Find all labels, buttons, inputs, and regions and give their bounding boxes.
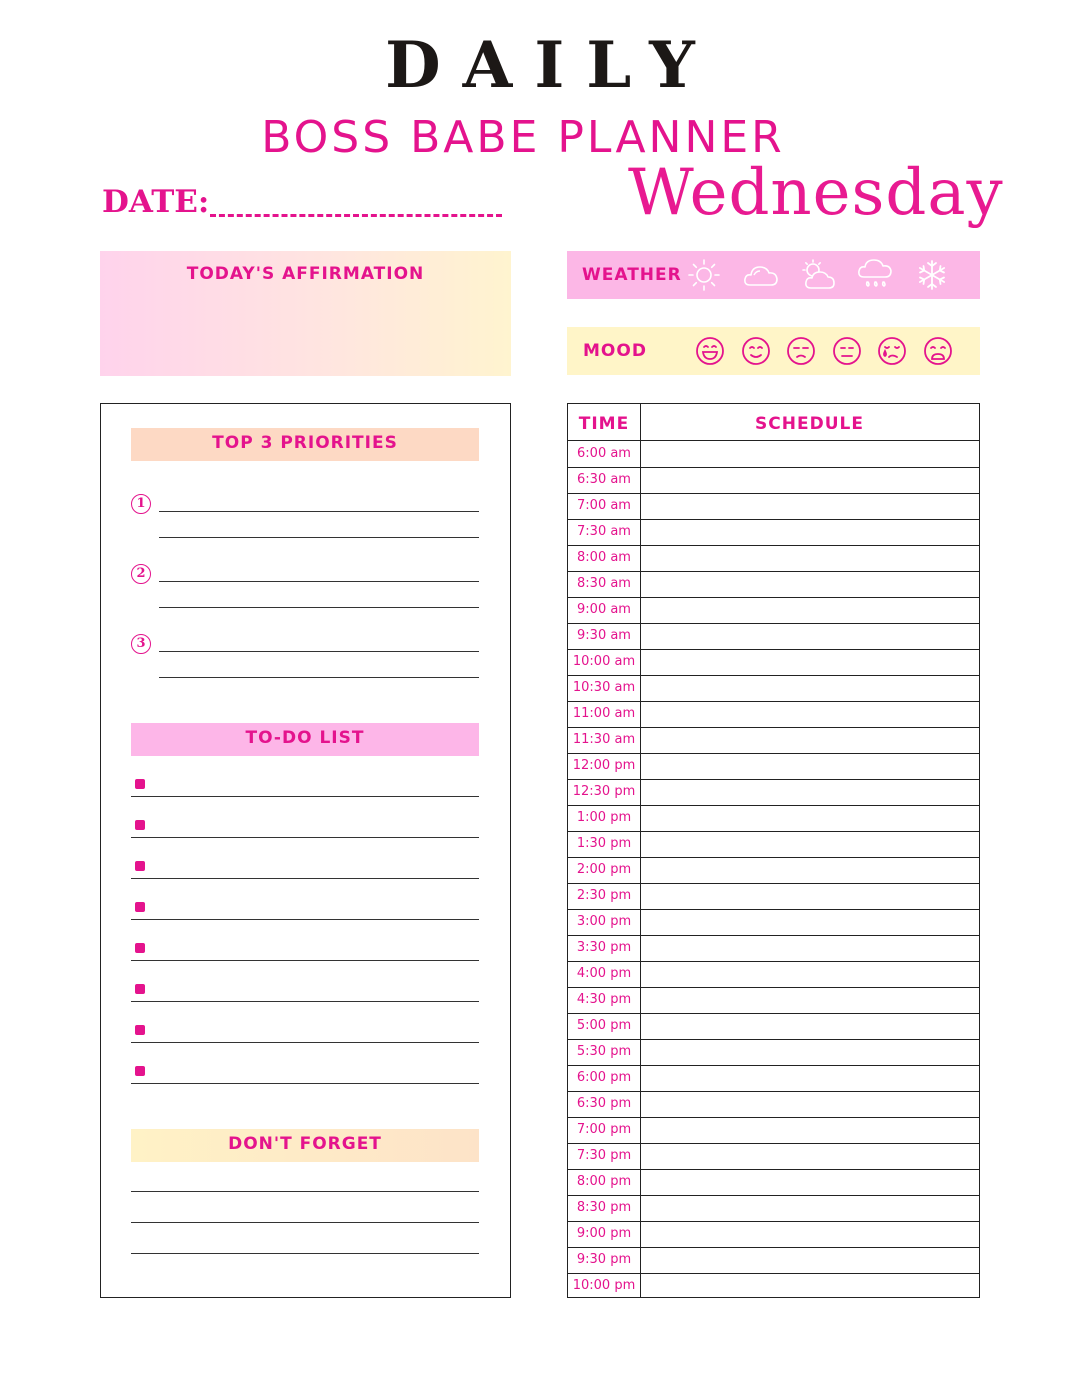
schedule-slot[interactable] xyxy=(642,442,979,466)
schedule-slot[interactable] xyxy=(642,858,979,882)
smiling-face-icon[interactable] xyxy=(739,334,773,368)
schedule-time-label: 7:30 pm xyxy=(576,1148,632,1163)
priority-number-2: 2 xyxy=(131,564,151,584)
mood-icons xyxy=(693,334,966,368)
mood-label: MOOD xyxy=(583,341,647,361)
schedule-time-label: 11:30 am xyxy=(572,732,636,747)
schedule-time-label: 1:00 pm xyxy=(576,810,632,825)
schedule-slot[interactable] xyxy=(642,780,979,804)
time-column-header: TIME xyxy=(578,414,630,434)
schedule-time-label: 12:30 pm xyxy=(572,784,636,799)
schedule-slot[interactable] xyxy=(642,1274,979,1298)
schedule-slot[interactable] xyxy=(642,728,979,752)
schedule-slot[interactable] xyxy=(642,1040,979,1064)
weather-label: WEATHER xyxy=(582,265,682,285)
todo-line[interactable] xyxy=(131,1001,479,1002)
priority-line[interactable] xyxy=(159,511,479,512)
todo-checkbox[interactable] xyxy=(135,1025,145,1035)
neutral-face-icon[interactable] xyxy=(830,334,864,368)
schedule-time-label: 10:30 am xyxy=(572,680,636,695)
priority-line[interactable] xyxy=(159,537,479,538)
schedule-table xyxy=(567,403,980,1298)
todo-line[interactable] xyxy=(131,796,479,797)
schedule-slot[interactable] xyxy=(642,754,979,778)
affirmation-box[interactable] xyxy=(100,251,511,376)
schedule-time-label: 2:30 pm xyxy=(576,888,632,903)
left-panel xyxy=(100,403,511,1298)
schedule-slot[interactable] xyxy=(642,1196,979,1220)
priorities-header: TOP 3 PRIORITIES xyxy=(131,428,479,461)
schedule-time-label: 4:30 pm xyxy=(576,992,632,1007)
dont-forget-line[interactable] xyxy=(131,1253,479,1254)
schedule-slot[interactable] xyxy=(642,1118,979,1142)
grinning-face-icon[interactable] xyxy=(693,334,727,368)
schedule-time-label: 7:00 am xyxy=(577,498,631,513)
schedule-slot[interactable] xyxy=(642,962,979,986)
todo-header: TO-DO LIST xyxy=(131,723,479,756)
schedule-slot[interactable] xyxy=(642,676,979,700)
todo-line[interactable] xyxy=(131,1083,479,1084)
schedule-slot[interactable] xyxy=(642,494,979,518)
schedule-time-label: 7:30 am xyxy=(577,524,631,539)
date-label: DATE: xyxy=(102,184,210,220)
schedule-slot[interactable] xyxy=(642,1248,979,1272)
schedule-slot[interactable] xyxy=(642,598,979,622)
unamused-face-icon[interactable] xyxy=(784,334,818,368)
todo-line[interactable] xyxy=(131,837,479,838)
schedule-slot[interactable] xyxy=(642,702,979,726)
snowflake-icon[interactable] xyxy=(913,256,951,294)
todo-checkbox[interactable] xyxy=(135,902,145,912)
priority-line[interactable] xyxy=(159,607,479,608)
mood-box xyxy=(567,327,980,375)
affirmation-label: TODAY'S AFFIRMATION xyxy=(186,264,425,284)
schedule-slot[interactable] xyxy=(642,1014,979,1038)
day-name: Wednesday xyxy=(628,156,1004,230)
todo-checkbox[interactable] xyxy=(135,820,145,830)
schedule-time-label: 8:00 pm xyxy=(576,1174,632,1189)
crying-face-icon[interactable] xyxy=(875,334,909,368)
schedule-time-label: 9:00 pm xyxy=(576,1226,632,1241)
schedule-time-label: 5:00 pm xyxy=(576,1018,632,1033)
schedule-time-label: 5:30 pm xyxy=(576,1044,632,1059)
planner-title: DAILY xyxy=(385,28,717,103)
schedule-header-row xyxy=(568,404,979,441)
schedule-slot[interactable] xyxy=(642,1144,979,1168)
todo-checkbox[interactable] xyxy=(135,861,145,871)
weather-icons xyxy=(685,256,970,294)
sun-icon[interactable] xyxy=(685,256,723,294)
schedule-time-label: 8:30 pm xyxy=(576,1200,632,1215)
schedule-time-label: 3:30 pm xyxy=(576,940,632,955)
sad-face-icon[interactable] xyxy=(921,334,955,368)
schedule-slot[interactable] xyxy=(642,988,979,1012)
cloud-icon[interactable] xyxy=(742,256,780,294)
todo-checkbox[interactable] xyxy=(135,984,145,994)
schedule-slot[interactable] xyxy=(642,1222,979,1246)
schedule-time-label: 9:30 am xyxy=(577,628,631,643)
schedule-time-label: 8:00 am xyxy=(577,550,631,565)
schedule-time-label: 8:30 am xyxy=(577,576,631,591)
schedule-time-label: 6:00 am xyxy=(577,446,631,461)
schedule-column-header: SCHEDULE xyxy=(755,414,864,434)
todo-line[interactable] xyxy=(131,919,479,920)
schedule-slot[interactable] xyxy=(642,832,979,856)
column-divider xyxy=(640,404,641,1297)
priority-line[interactable] xyxy=(159,677,479,678)
schedule-slot[interactable] xyxy=(642,520,979,544)
schedule-slot[interactable] xyxy=(642,1066,979,1090)
schedule-slot[interactable] xyxy=(642,572,979,596)
schedule-time-label: 10:00 am xyxy=(572,654,636,669)
rain-cloud-icon[interactable] xyxy=(856,256,894,294)
schedule-slot[interactable] xyxy=(642,1170,979,1194)
todo-checkbox[interactable] xyxy=(135,1066,145,1076)
schedule-slot[interactable] xyxy=(642,910,979,934)
schedule-slot[interactable] xyxy=(642,936,979,960)
todo-line[interactable] xyxy=(131,1042,479,1043)
schedule-time-label: 11:00 am xyxy=(572,706,636,721)
schedule-time-label: 6:00 pm xyxy=(576,1070,632,1085)
priority-line[interactable] xyxy=(159,651,479,652)
schedule-slot[interactable] xyxy=(642,884,979,908)
priority-line[interactable] xyxy=(159,581,479,582)
dont-forget-header: DON'T FORGET xyxy=(131,1129,479,1162)
partly-cloudy-icon[interactable] xyxy=(799,256,837,294)
schedule-time-label: 9:00 am xyxy=(577,602,631,617)
schedule-slot[interactable] xyxy=(642,624,979,648)
priority-number-3: 3 xyxy=(131,634,151,654)
schedule-time-label: 2:00 pm xyxy=(576,862,632,877)
weather-box xyxy=(567,251,980,299)
todo-line[interactable] xyxy=(131,878,479,879)
schedule-slot[interactable] xyxy=(642,806,979,830)
schedule-slot[interactable] xyxy=(642,468,979,492)
schedule-time-label: 4:00 pm xyxy=(576,966,632,981)
schedule-time-label: 10:00 pm xyxy=(572,1278,636,1293)
schedule-time-label: 12:00 pm xyxy=(572,758,636,773)
todo-line[interactable] xyxy=(131,960,479,961)
schedule-time-label: 6:30 am xyxy=(577,472,631,487)
dont-forget-line[interactable] xyxy=(131,1222,479,1223)
priority-number-1: 1 xyxy=(131,494,151,514)
schedule-time-label: 7:00 pm xyxy=(576,1122,632,1137)
dont-forget-line[interactable] xyxy=(131,1191,479,1192)
schedule-time-label: 9:30 pm xyxy=(576,1252,632,1267)
planner-subtitle: BOSS BABE PLANNER xyxy=(261,112,785,163)
schedule-time-label: 3:00 pm xyxy=(576,914,632,929)
schedule-time-label: 1:30 pm xyxy=(576,836,632,851)
schedule-slot[interactable] xyxy=(642,650,979,674)
schedule-slot[interactable] xyxy=(642,546,979,570)
date-field-line[interactable] xyxy=(210,214,502,217)
todo-checkbox[interactable] xyxy=(135,943,145,953)
todo-checkbox[interactable] xyxy=(135,779,145,789)
schedule-time-label: 6:30 pm xyxy=(576,1096,632,1111)
schedule-slot[interactable] xyxy=(642,1092,979,1116)
